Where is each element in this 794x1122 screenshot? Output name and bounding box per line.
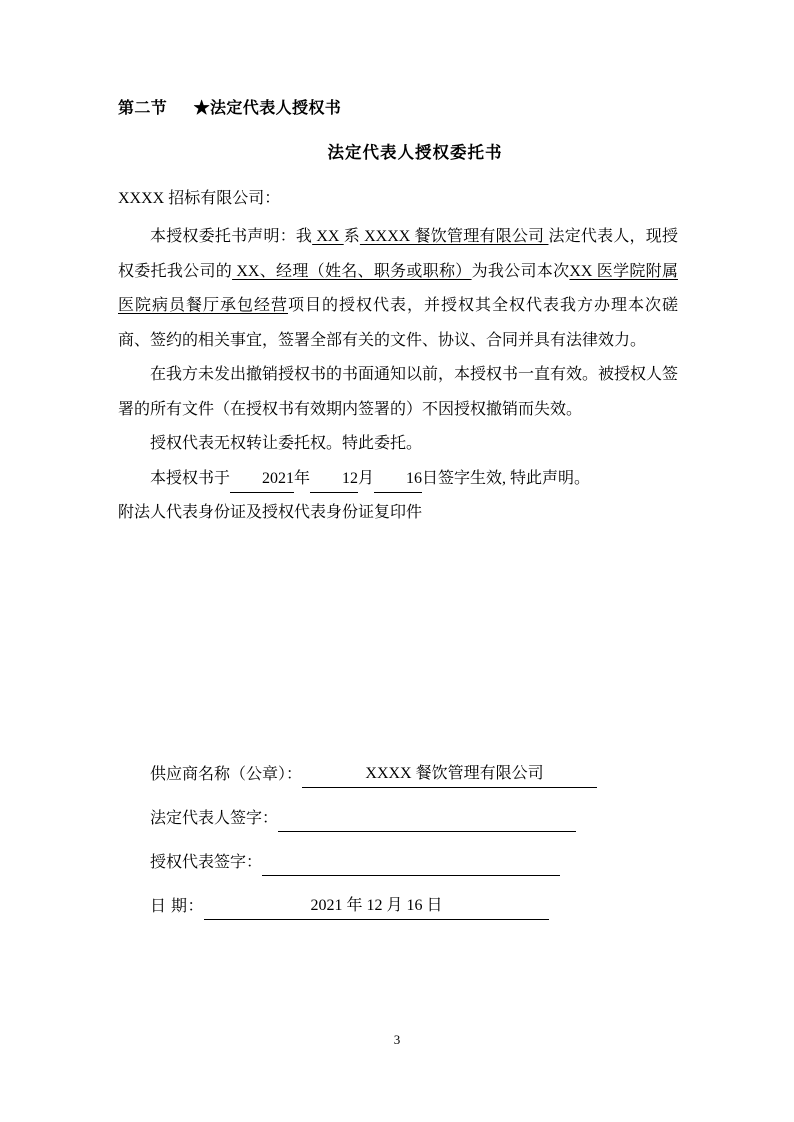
section-heading: 第二节 ★法定代表人授权书: [118, 100, 342, 117]
signature-block: [150, 744, 620, 920]
paragraph-validity: 在我方未发出撤销授权书的书面通知以前，本授权书一直有效。被授权人签署的所有文件（在授权书有效期内签署的）不因授权撤销而失效。: [118, 366, 679, 418]
legal-rep-signature-label: 法定代表人签字：: [150, 810, 279, 827]
supplier-name-value[interactable]: XXXX 餐饮管理有限公司: [302, 761, 597, 788]
authorized-rep-signature-row: [150, 832, 620, 876]
para1-mid2: 法定代表人，现授权委托我公司的: [118, 228, 678, 280]
authorized-rep-signature-label: 授权代表签字：: [150, 854, 263, 871]
blank-agent-title: XX、经理（姓名、职务或职称）: [232, 262, 472, 280]
signature-date-row: [150, 876, 620, 920]
paragraph-effective-date: [118, 462, 678, 497]
authorized-rep-signature-value[interactable]: [262, 849, 560, 876]
para1-mid1: 系: [343, 228, 360, 245]
legal-rep-signature-row: [150, 788, 620, 832]
para4-lead: 本授权书于: [150, 469, 231, 487]
paragraph-authorization: [118, 220, 678, 358]
para1-tail: 项目的授权代表，并授权其全权代表我方办理本次磋商、签约的相关事宜，签署全部有关的文件、协议、合同并具有法律效力。: [118, 297, 678, 349]
month-unit: 月: [358, 469, 375, 487]
blank-legal-rep-name: XX: [312, 228, 344, 245]
effective-month-field: 12: [310, 466, 358, 493]
year-unit: 年: [294, 469, 311, 487]
para1-mid3: 为我公司本次: [471, 262, 570, 280]
blank-project-name: XX 医学院附属医院病员餐厅承包经营: [118, 262, 678, 314]
signature-date-value[interactable]: 2021 年 12 月 16 日: [204, 893, 549, 920]
addressee-line: XXXX 招标有限公司：: [118, 190, 281, 207]
document-content: [118, 96, 678, 531]
para1-lead: 本授权委托书声明：我: [150, 228, 313, 245]
signature-date-label: 日 期：: [150, 898, 205, 915]
page-title: 法定代表人授权委托书: [327, 143, 503, 162]
page-number: 3: [393, 1032, 401, 1047]
supplier-name-label: 供应商名称（公章）：: [150, 766, 303, 783]
legal-rep-signature-value[interactable]: [278, 805, 576, 832]
attachment-note: 附法人代表身份证及授权代表身份证复印件: [118, 504, 423, 521]
paragraph-no-transfer: 授权代表无权转让委托权。特此委托。: [150, 435, 423, 452]
supplier-name-row: [150, 744, 620, 788]
para4-tail: 日签字生效, 特此声明。: [422, 469, 591, 487]
blank-company-name: XXXX 餐饮管理有限公司: [359, 228, 549, 245]
effective-day-field: 16: [374, 466, 422, 493]
effective-year-field: 2021: [230, 466, 294, 493]
